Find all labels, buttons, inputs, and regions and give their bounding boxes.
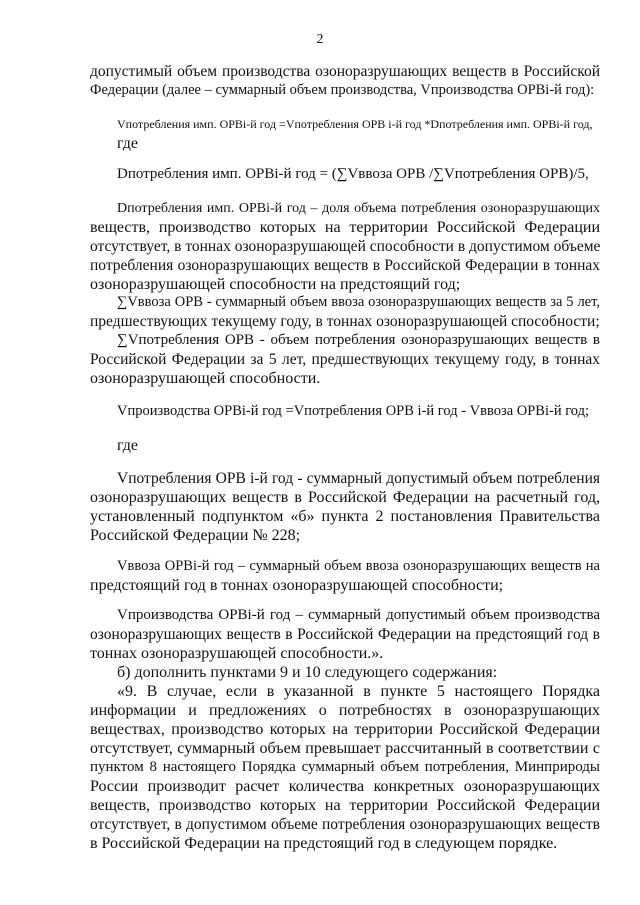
text-line: предшествующих текущему году, в тоннах озоноразрушающей способности; <box>90 313 600 330</box>
text-line: Федерации (далее – суммарный объем производства, Vпроизводства ОРВi-й год): <box>90 82 595 98</box>
text-line: «9. В случае, если в указанной в пункте 5 настоящего Порядка <box>117 683 600 700</box>
text-line: в Российской Федерации на предстоящий год в следующем порядке. <box>90 835 558 852</box>
text-line: озоноразрушающей способности на предстоящий год; <box>90 276 461 293</box>
text-line: отсутствует, в тоннах озоноразрушающей способности в допустимом объеме <box>90 238 601 255</box>
text-line: предстоящий год в тоннах озоноразрушающей способности; <box>90 577 504 594</box>
text-line: Vввоза ОРВi-й год – суммарный объем ввоза озоноразрушающих веществ на <box>117 558 600 574</box>
text-line: отсутствует, в допустимом объеме потребления озоноразрушающих веществ <box>90 816 600 833</box>
text-line: ∑Vввоза ОРВ - суммарный объем ввоза озоноразрушающих веществ за 5 лет, <box>117 294 600 310</box>
text-line: России производит расчет количества конкретных озоноразрушающих <box>90 778 600 795</box>
text-line: ∑Vпотребления ОРВ - объем потребления озоноразрушающих веществ в <box>117 332 600 348</box>
text-line: Vпроизводства ОРВi-й год – суммарный допустимый объем производства <box>117 607 600 623</box>
text-line-where: где <box>117 437 139 454</box>
text-line: Dпотребления имп. ОРВi-й год – доля объема потребления озоноразрушающих <box>117 201 600 216</box>
text-line: б) дополнить пунктами 9 и 10 следующего содержания: <box>117 664 498 681</box>
text-line: потребления озоноразрушающих веществ в Российской Федерации в тоннах <box>90 257 600 274</box>
text-line: отсутствует, суммарный объем превышает рассчитанный в соответствии с <box>90 740 600 757</box>
text-line: допустимый объем производства озоноразрушающих веществ в Российской <box>90 63 600 80</box>
text-line: Российской Федерации за 5 лет, предшествующих текущему году, в тоннах <box>90 351 600 368</box>
text-line: озоноразрушающих веществ в Российской Федерации на расчетный год, <box>90 489 600 506</box>
text-line: пунктом 8 настоящего Порядка суммарный объем потребления, Минприроды <box>90 759 600 775</box>
formula-consumption-import: Vпотребления имп. ОРВi-й год =Vпотребления ОРВ i-й год *Dпотребления имп. ОРВi-й год, <box>117 117 593 131</box>
text-line: тоннах озоноразрушающей способности.». <box>90 645 384 662</box>
text-line: озоноразрушающих веществ в Российской Федерации на предстоящий год в <box>90 626 600 643</box>
text-line: озоноразрушающей способности. <box>90 370 321 387</box>
text-line: веществ, производство которых на территории Российской Федерации <box>90 219 600 236</box>
text-line: Vпотребления ОРВ i-й год - суммарный допустимый объем потребления <box>117 470 600 487</box>
formula-production: Vпроизводства ОРВi-й год =Vпотребления ОРВ i-й год - Vввоза ОРВi-й год; <box>117 403 590 419</box>
page-number: 2 <box>316 32 324 47</box>
formula-share-import: Dпотребления имп. ОРВi-й год = (∑Vввоза ОРВ /∑Vпотребления ОРВ)/5, <box>117 166 589 182</box>
text-line: установленный подпунктом «б» пункта 2 постановления Правительства <box>90 508 600 525</box>
text-line-where: где <box>117 135 139 152</box>
text-line: Российской Федерации № 228; <box>90 527 301 544</box>
text-line: информации и предложениях о потребностях в озоноразрушающих <box>90 702 600 719</box>
text-line: веществах, производство которых на территории Российской Федерации <box>90 721 600 738</box>
text-line: веществ, производство которых на территории Российской Федерации <box>90 797 600 814</box>
